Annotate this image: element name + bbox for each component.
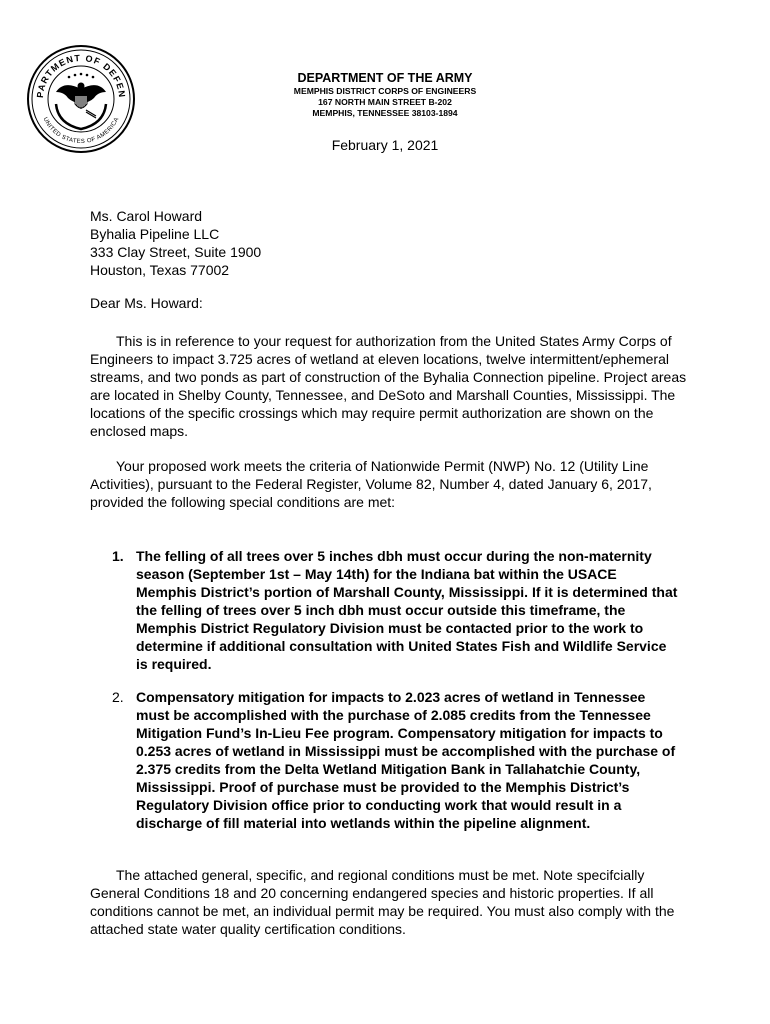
seal-bottom-text: UNITED STATES OF AMERICA bbox=[41, 116, 121, 146]
letterhead bbox=[190, 70, 580, 119]
department-name: DEPARTMENT OF THE ARMY bbox=[297, 71, 473, 85]
recipient-name: Ms. Carol Howard bbox=[90, 208, 203, 224]
seal-top-text: PARTMENT OF DEFEN bbox=[34, 52, 128, 99]
district-city: MEMPHIS, TENNESSEE 38103-1894 bbox=[312, 108, 458, 118]
condition-text: The felling of all trees over 5 inches dbh must occur during the non-maternity season (September 1st – May 14th) for the Indiana bat within the USACE Memphis District’s portion of Marshall County, Mississippi. If it is determined that the felling of trees over 5 inch dbh must occur outside this timeframe, the Memphis District Regulatory Division must be contacted prior to the work to determine if additional consultation with United States Fish and Wildlife Service is required. bbox=[136, 548, 678, 672]
recipient-city: Houston, Texas 77002 bbox=[90, 262, 230, 278]
body-paragraph-1: This is in reference to your request for authorization from the United States Army Corps of Engineers to impact 3.725 acres of wetland at eleven locations, twelve intermittent/ephemeral streams, and two ponds as part of construction of the Byhalia Connection pipeline. Project areas are located in Shelby County, Tennessee, and DeSoto and Marshall Counties, Mississippi. The locations of the specific crossings which may require permit authorization are shown on the enclosed maps. bbox=[90, 333, 687, 439]
recipient-address bbox=[90, 207, 261, 279]
body-paragraph-2: Your proposed work meets the criteria of Nationwide Permit (NWP) No. 12 (Utility Line Activities), pursuant to the Federal Register, Volume 82, Number 4, dated January 6, 2017, provided the following special conditions are met: bbox=[90, 458, 652, 510]
department-of-defense-seal bbox=[26, 44, 136, 154]
condition-text: Compensatory mitigation for impacts to 2.023 acres of wetland in Tennessee must be accomplished with the purchase of 2.085 credits from the Tennessee Mitigation Fund’s In-Lieu Fee program. Compensatory mitigation for impacts to 0.253 acres of wetland in Mississippi must be accomplished with the purchase of 2.375 credits from the Delta Wetland Mitigation Bank in Tallahatchie County, Mississippi. Proof of purchase must be provided to the Memphis District’s Regulatory Division office prior to conducting work that would result in a discharge of fill material into wetlands within the pipeline alignment. bbox=[136, 689, 676, 831]
special-condition-1 bbox=[112, 547, 680, 673]
condition-number: 1. bbox=[112, 548, 124, 564]
condition-number: 2. bbox=[112, 689, 124, 705]
recipient-street: 333 Clay Street, Suite 1900 bbox=[90, 244, 262, 260]
eagle-seal-icon bbox=[26, 44, 136, 154]
salutation: Dear Ms. Howard: bbox=[90, 295, 203, 311]
district-street: 167 NORTH MAIN STREET B-202 bbox=[318, 97, 452, 107]
body-paragraph-3: The attached general, specific, and regional conditions must be met. Note specifcially General Conditions 18 and 20 concerning endangered species and historic properties. If all conditions cannot be met, an individual permit may be required. You must also comply with the attached state water quality certification conditions. bbox=[90, 867, 675, 937]
recipient-company: Byhalia Pipeline LLC bbox=[90, 226, 220, 242]
district-name: MEMPHIS DISTRICT CORPS OF ENGINEERS bbox=[293, 86, 477, 96]
special-condition-2 bbox=[112, 688, 680, 832]
letter-date: February 1, 2021 bbox=[331, 137, 439, 153]
